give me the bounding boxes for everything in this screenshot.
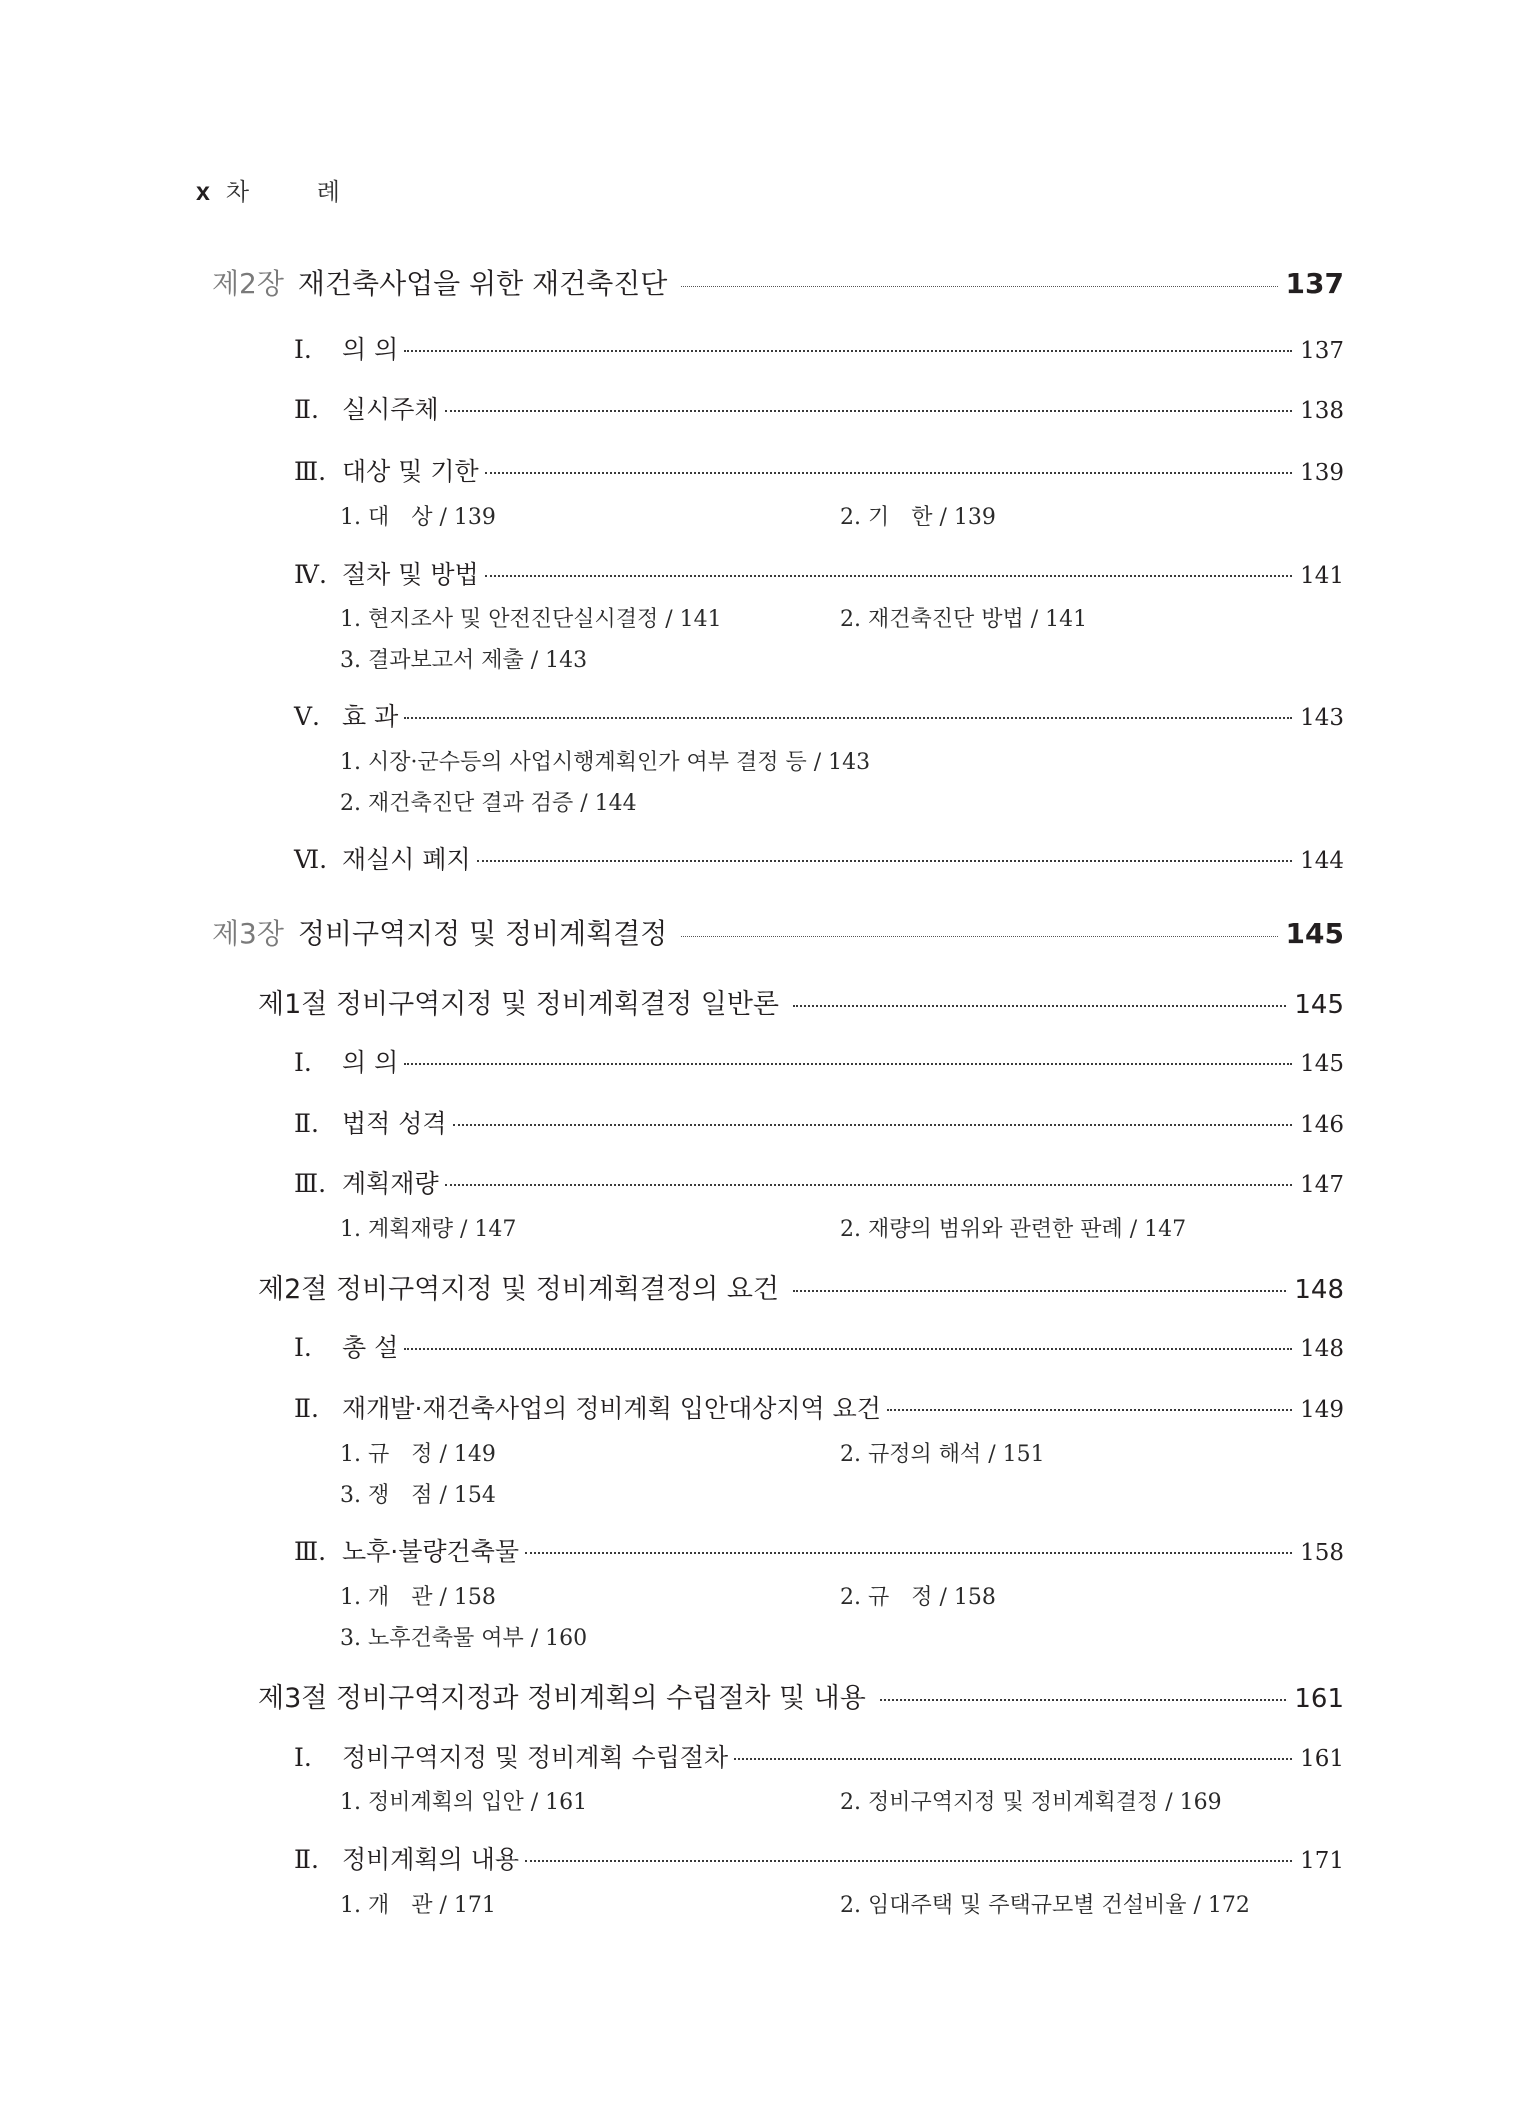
page-number: 145 (1300, 1051, 1344, 1077)
chapter-number: 제3장 (212, 917, 284, 950)
toc-item-s2-3[interactable]: Ⅲ. 노후·불량건축물 158 (294, 1537, 1344, 1566)
item-title: 절차 및 방법 (342, 560, 479, 589)
toc-item-s1-1[interactable]: Ⅰ. 의 의 145 (294, 1048, 1344, 1077)
page-number: 158 (1300, 1540, 1344, 1566)
section-title: 제2절 정비구역지정 및 정비계획결정의 요건 (258, 1274, 779, 1305)
page-number: 149 (1300, 1397, 1344, 1423)
chapter-title: 정비구역지정 및 정비계획결정 (297, 917, 668, 950)
dot-leader (681, 935, 1277, 937)
item-title: 효 과 (342, 702, 399, 731)
toc-subitem[interactable]: 2. 재건축진단 방법 / 141 (840, 607, 1088, 632)
item-title: 계획재량 (342, 1169, 439, 1198)
toc-subitem[interactable]: 1. 현지조사 및 안전진단실시결정 / 141 (340, 607, 722, 632)
toc-section-3[interactable] (258, 1676, 1344, 1715)
dot-leader (485, 471, 1292, 474)
dot-leader (887, 1408, 1292, 1411)
page-number: 147 (1300, 1172, 1344, 1198)
page-number: 137 (1285, 267, 1344, 300)
toc-section-2[interactable] (258, 1267, 1344, 1306)
toc-subitem[interactable]: 1. 개 관 / 158 (340, 1585, 496, 1610)
dot-leader (453, 1123, 1293, 1126)
toc-subitem[interactable]: 1. 시장·군수등의 사업시행계획인가 여부 결정 등 / 143 (340, 750, 871, 775)
page-number: 143 (1300, 705, 1344, 731)
page-number: 148 (1294, 1275, 1344, 1305)
toc-item-s1-3[interactable]: Ⅲ. 계획재량 147 (294, 1169, 1344, 1198)
toc-subitem[interactable]: 2. 임대주택 및 주택규모별 건설비율 / 172 (840, 1893, 1250, 1918)
dot-leader (445, 1183, 1292, 1186)
item-title: 의 의 (342, 1048, 399, 1077)
item-title: 총 설 (342, 1333, 399, 1362)
toc-subitem[interactable]: 2. 정비구역지정 및 정비계획결정 / 169 (840, 1790, 1222, 1815)
dot-leader (525, 1859, 1292, 1862)
toc-subitem[interactable]: 1. 정비계획의 입안 / 161 (340, 1790, 588, 1815)
toc-item-s2-2[interactable]: Ⅱ. 재개발·재건축사업의 정비계획 입안대상지역 요건 149 (294, 1394, 1344, 1423)
toc-subitem[interactable]: 1. 규 정 / 149 (340, 1442, 496, 1467)
dot-leader (525, 1551, 1292, 1554)
toc-subitem[interactable]: 1. 계획재량 / 147 (340, 1217, 517, 1242)
chapter-number: 제2장 (212, 267, 284, 300)
toc-subitem[interactable]: 2. 규 정 / 158 (840, 1585, 996, 1610)
dot-leader (793, 1004, 1286, 1007)
toc-subitem[interactable]: 2. 규정의 해석 / 151 (840, 1442, 1045, 1467)
toc-item-s3-2[interactable]: Ⅱ. 정비계획의 내용 171 (294, 1845, 1344, 1874)
dot-leader (404, 1062, 1292, 1065)
toc-subitem[interactable]: 2. 재건축진단 결과 검증 / 144 (340, 791, 637, 816)
page-number: 139 (1300, 460, 1344, 486)
item-title: 노후·불량건축물 (342, 1537, 519, 1566)
dot-leader (880, 1698, 1287, 1701)
toc-item-c2-6[interactable]: Ⅵ. 재실시 폐지 144 (294, 845, 1344, 874)
page-number: 146 (1300, 1112, 1344, 1138)
item-title: 정비구역지정 및 정비계획 수립절차 (342, 1743, 729, 1772)
toc-section-1[interactable] (258, 982, 1344, 1021)
item-title: 의 의 (342, 335, 399, 364)
page-number: 145 (1285, 917, 1344, 950)
page-header (196, 172, 370, 207)
toc-item-c2-4[interactable]: Ⅳ. 절차 및 방법 141 (294, 560, 1344, 589)
toc-subitem[interactable]: 1. 개 관 / 171 (340, 1893, 496, 1918)
toc-item-s1-2[interactable]: Ⅱ. 법적 성격 146 (294, 1109, 1344, 1138)
page-number: 145 (1294, 990, 1344, 1020)
toc-item-c2-1[interactable]: Ⅰ. 의 의 137 (294, 335, 1344, 364)
page-number: 161 (1300, 1746, 1344, 1772)
toc-item-s2-1[interactable]: Ⅰ. 총 설 148 (294, 1333, 1344, 1362)
toc-item-s3-1[interactable]: Ⅰ. 정비구역지정 및 정비계획 수립절차 161 (294, 1743, 1344, 1772)
item-title: 재실시 폐지 (342, 845, 471, 874)
toc-subitem[interactable]: 3. 결과보고서 제출 / 143 (340, 648, 588, 673)
toc-subitem[interactable]: 3. 노후건축물 여부 / 160 (340, 1626, 588, 1651)
dot-leader (734, 1757, 1292, 1760)
toc-chapter-2[interactable] (212, 262, 1344, 302)
dot-leader (485, 574, 1292, 577)
toc-item-c2-3[interactable]: Ⅲ. 대상 및 기한 139 (294, 457, 1344, 486)
dot-leader (793, 1289, 1286, 1292)
toc-subitem[interactable]: 2. 기 한 / 139 (840, 505, 996, 530)
toc-item-c2-2[interactable]: Ⅱ. 실시주체 138 (294, 395, 1344, 424)
dot-leader (477, 859, 1292, 862)
page-header-title: 차 례 (225, 178, 370, 206)
page-number: 138 (1300, 398, 1344, 424)
item-title: 실시주체 (342, 395, 439, 424)
toc-chapter-3[interactable] (212, 912, 1344, 952)
item-title: 재개발·재건축사업의 정비계획 입안대상지역 요건 (342, 1394, 881, 1423)
section-title: 제3절 정비구역지정과 정비계획의 수립절차 및 내용 (258, 1683, 866, 1714)
item-title: 법적 성격 (342, 1109, 447, 1138)
item-title: 대상 및 기한 (342, 457, 479, 486)
page-number: 137 (1300, 338, 1344, 364)
page-number: 141 (1300, 563, 1344, 589)
page-number: 171 (1300, 1848, 1344, 1874)
toc-subitem[interactable]: 2. 재량의 범위와 관련한 판례 / 147 (840, 1217, 1187, 1242)
dot-leader (681, 285, 1277, 287)
toc-item-c2-5[interactable]: Ⅴ. 효 과 143 (294, 702, 1344, 731)
toc-subitem[interactable]: 3. 쟁 점 / 154 (340, 1483, 496, 1508)
dot-leader (445, 409, 1292, 412)
page-number: 161 (1294, 1684, 1344, 1714)
dot-leader (404, 716, 1292, 719)
dot-leader (404, 349, 1292, 352)
page-number: 148 (1300, 1336, 1344, 1362)
page-number-roman: x (196, 178, 210, 206)
section-title: 제1절 정비구역지정 및 정비계획결정 일반론 (258, 989, 779, 1020)
toc-subitem[interactable]: 1. 대 상 / 139 (340, 505, 496, 530)
chapter-title: 재건축사업을 위한 재건축진단 (297, 267, 668, 300)
dot-leader (404, 1347, 1292, 1350)
item-title: 정비계획의 내용 (342, 1845, 519, 1874)
page-number: 144 (1300, 848, 1344, 874)
